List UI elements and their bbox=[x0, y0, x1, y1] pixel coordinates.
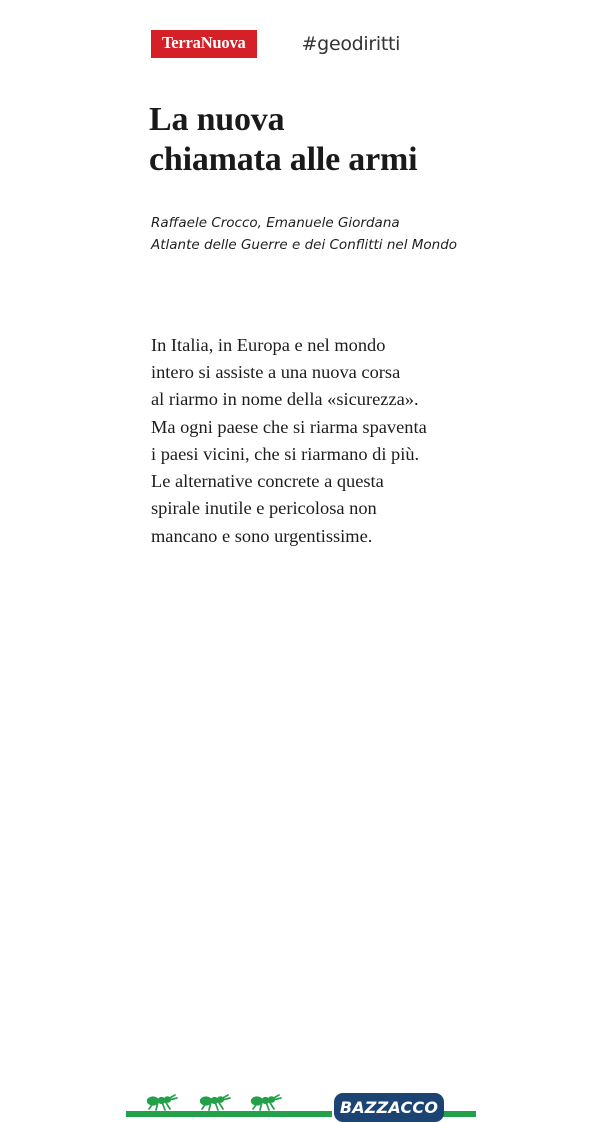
page-title bbox=[149, 100, 549, 181]
ant-icon bbox=[194, 1092, 236, 1113]
body-line: al riarmo in nome della «sicurezza». bbox=[151, 389, 419, 410]
credits-block bbox=[151, 213, 551, 257]
affiliation-line: Atlante delle Guerre e dei Conflitti nel Mondo bbox=[151, 236, 458, 253]
terranuova-logo: TerraNuova bbox=[151, 30, 257, 58]
body-line: Le alternative concrete a questa bbox=[151, 471, 384, 492]
ant-icon bbox=[245, 1092, 287, 1113]
body-line: intero si assiste a una nuova corsa bbox=[151, 362, 401, 383]
body-line: In Italia, in Europa e nel mondo bbox=[151, 335, 386, 355]
bazzacco-publisher-logo bbox=[334, 1093, 444, 1122]
body-line: i paesi vicini, che si riarmano di più. bbox=[151, 443, 420, 464]
cover-footer bbox=[0, 545, 600, 1117]
cover-header bbox=[151, 28, 471, 60]
title-line-2: chiamata alle armi bbox=[149, 141, 418, 179]
authors-line: Raffaele Crocco, Emanuele Giordana bbox=[151, 215, 400, 231]
hashtag-label: #geodiritti bbox=[301, 33, 401, 55]
body-line: Ma ogni paese che si riarma spaventa bbox=[151, 416, 427, 437]
title-line-1: La nuova bbox=[149, 101, 285, 138]
publisher-label: BAZZACCO bbox=[339, 1097, 439, 1117]
body-line: mancano e sono urgentissime. bbox=[151, 525, 373, 546]
body-copy bbox=[151, 332, 551, 550]
ant-icon bbox=[141, 1092, 183, 1113]
body-line: spirale inutile e pericolosa non bbox=[151, 498, 377, 519]
green-ground-line-right bbox=[443, 1111, 476, 1117]
